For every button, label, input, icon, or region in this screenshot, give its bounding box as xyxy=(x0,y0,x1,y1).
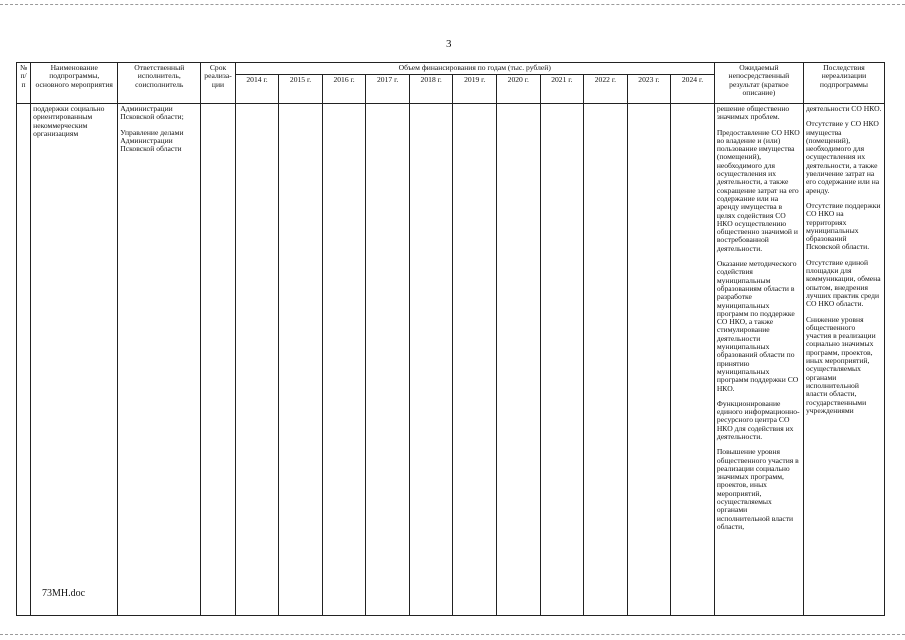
expected-para: Предоставление СО НКО во владение и (или) пользование имущества (помещений), необходимого для осуществления их деятельности, а также сокращение затрат на его содержание или на аренду имущества в целях содействия СО НКО осуществлению общественно значимой и востребованной деятельности. xyxy=(716,127,800,253)
year-2019: 2019 г. xyxy=(453,75,497,104)
cell-fin-2019 xyxy=(453,104,497,616)
consequence-para: деятельности СО НКО. xyxy=(805,104,882,113)
scan-edge-top xyxy=(0,4,905,5)
year-2018: 2018 г. xyxy=(409,75,453,104)
consequence-para: Отсутствие поддержки СО НКО на территориях муниципальных образований Псковской области. xyxy=(805,200,881,252)
header-term: Срок реализа-ции xyxy=(201,63,235,104)
program-table xyxy=(16,62,885,616)
table-row xyxy=(17,104,885,616)
year-2023: 2023 г. xyxy=(627,75,671,104)
footer-filename: 73МН.doc xyxy=(42,588,86,599)
year-2024: 2024 г. xyxy=(671,75,715,104)
cell-fin-2018 xyxy=(409,104,453,616)
expected-para: Повышение уровня общественного участия в реализации социально значимых программ, проектов, иных мероприятий, осуществляемых органами исполнительной власти области, xyxy=(716,447,799,531)
cell-fin-2023 xyxy=(627,104,671,616)
year-2014: 2014 г. xyxy=(235,75,279,104)
cell-consequences xyxy=(803,104,884,616)
year-2016: 2016 г. xyxy=(322,75,366,104)
consequence-para: Снижение уровня общественного участия в реализации социально значимых программ, проектов, иных мероприятий, осуществляемых органами исполнительной власти области, государственными учреждениями xyxy=(805,314,876,415)
cell-num xyxy=(17,104,31,616)
cell-term xyxy=(201,104,235,616)
year-2022: 2022 г. xyxy=(584,75,628,104)
cell-fin-2017 xyxy=(366,104,410,616)
year-2020: 2020 г. xyxy=(497,75,541,104)
responsible-2: Управление делами Администрации Псковской области xyxy=(120,127,184,154)
header-name: Наименование подпрограммы, основного мероприятия xyxy=(31,63,118,104)
cell-expected xyxy=(714,104,803,616)
cell-fin-2014 xyxy=(235,104,279,616)
year-2021: 2021 г. xyxy=(540,75,584,104)
header-responsible: Ответственный исполнитель, соисполнитель xyxy=(118,63,201,104)
year-2015: 2015 г. xyxy=(279,75,323,104)
cell-fin-2024 xyxy=(671,104,715,616)
cell-fin-2020 xyxy=(497,104,541,616)
header-consequences: Последствия нереализации подпрограммы xyxy=(803,63,884,104)
scan-edge-bottom xyxy=(0,634,905,635)
cell-fin-2022 xyxy=(584,104,628,616)
cell-name: поддержки социально ориентированным некоммерческим организациям xyxy=(31,104,118,616)
expected-para: Оказание методического содействия муниципальным образованиям области в разработке муниципальных программ по поддержке СО НКО, а также стимулирование деятельности муниципальных образований области по принятию муниципальных программ поддержки СО НКО. xyxy=(716,259,799,393)
cell-fin-2016 xyxy=(322,104,366,616)
expected-para: решение общественно значимых проблем. xyxy=(716,104,790,122)
consequence-para: Отсутствие у СО НКО имущества (помещений), необходимого для осуществления их деятельности, а также увеличение затрат на его содержание или на аренду. xyxy=(805,119,880,195)
responsible-1: Администрации Псковской области; xyxy=(120,104,184,122)
cell-fin-2015 xyxy=(279,104,323,616)
header-financing: Объем финансирования по годам (тыс. рублей) xyxy=(235,63,714,75)
page-number: 3 xyxy=(446,38,452,50)
table-header-row xyxy=(17,63,885,75)
header-expected: Ожидаемый непосредственный результат (краткое описание) xyxy=(714,63,803,104)
expected-para: Функционирование единого информационно-ресурсного центра СО НКО для содействия их деятельности. xyxy=(716,398,800,441)
header-num: № п/п xyxy=(17,63,31,104)
year-2017: 2017 г. xyxy=(366,75,410,104)
cell-responsible xyxy=(118,104,201,616)
cell-fin-2021 xyxy=(540,104,584,616)
consequence-para: Отсутствие единой площадки для коммуникации, обмена опытом, внедрения лучших практик среди СО НКО области. xyxy=(805,257,881,309)
